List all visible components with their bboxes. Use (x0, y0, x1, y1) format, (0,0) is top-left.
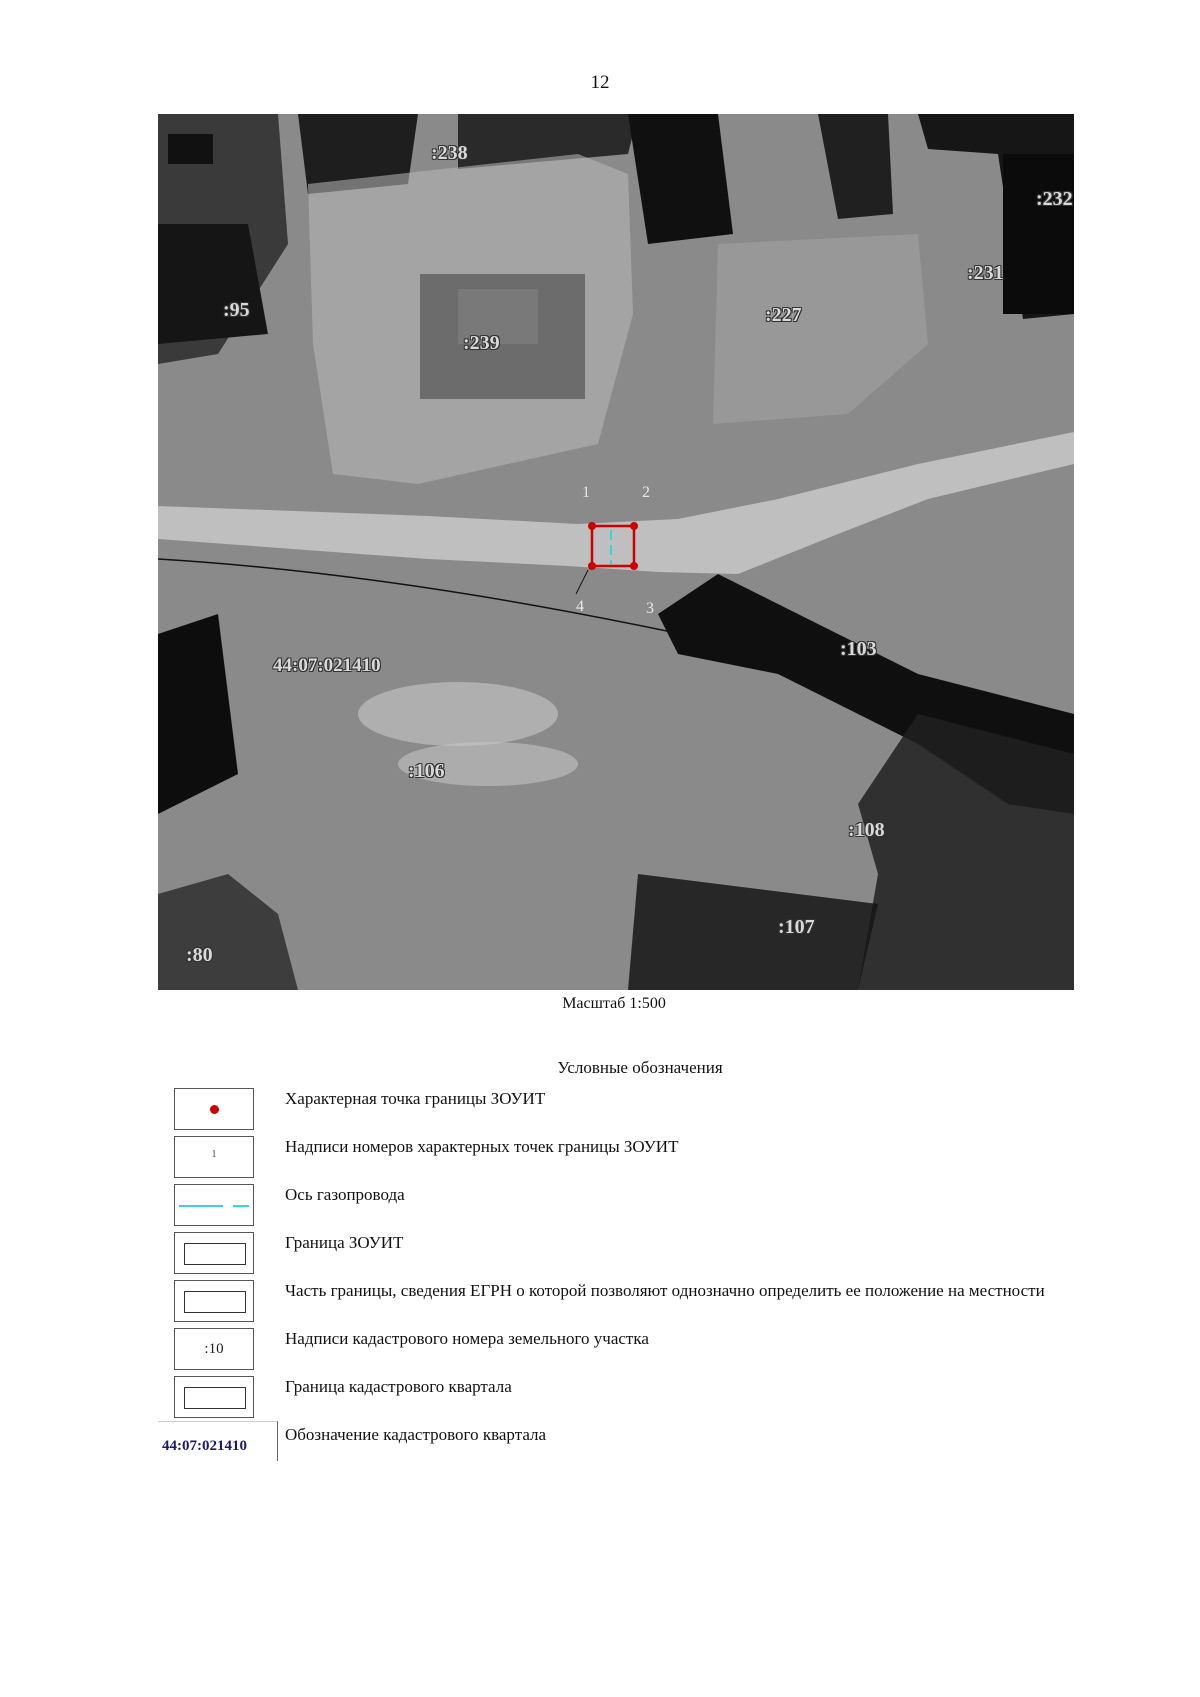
legend-symbol-point (174, 1088, 254, 1130)
legend-item-text: Надписи номеров характерных точек границы ЗОУИТ (285, 1137, 679, 1156)
point-number: 3 (646, 600, 654, 617)
legend-symbol-gas-axis (174, 1184, 254, 1226)
legend-title: Условные обозначения (557, 1058, 723, 1077)
legend-item-text: Ось газопровода (285, 1185, 405, 1204)
parcel-label: :80 (186, 944, 213, 966)
rectangle-icon (184, 1291, 246, 1313)
cadastral-quarter-label: 44:07:021410 (273, 655, 381, 676)
point-number: 4 (576, 598, 584, 615)
dash-line-icon (179, 1205, 223, 1207)
parcel-label: :107 (778, 916, 815, 938)
legend-sample: 44:07:021410 (162, 1438, 247, 1454)
legend-symbol-cadastral-number (174, 1328, 254, 1370)
legend-item-text: Граница кадастрового квартала (285, 1377, 512, 1396)
parcel-label: :232 (1036, 188, 1073, 210)
rectangle-icon (184, 1387, 246, 1409)
red-dot-icon (210, 1105, 219, 1114)
parcel-label: :103 (840, 638, 877, 660)
rectangle-icon (184, 1243, 246, 1265)
parcel-label: :239 (463, 332, 500, 354)
legend-item-text: Часть границы, сведения ЕГРН о которой позволяют однозначно определить ее положение на местности (285, 1281, 1045, 1300)
parcel-label: :238 (431, 142, 468, 164)
page-number: 12 (590, 72, 610, 93)
point-number: 1 (582, 484, 590, 501)
legend-symbol-quarter (158, 1421, 278, 1461)
legend-symbol-boundary-part (174, 1280, 254, 1322)
aerial-image (158, 114, 1074, 990)
dash-line-icon (233, 1205, 249, 1207)
cadastral-map[interactable] (158, 114, 1074, 990)
point-number: 2 (642, 484, 650, 501)
legend-sample: 1 (211, 1149, 217, 1160)
parcel-label: :227 (765, 304, 802, 326)
legend-sample: :10 (204, 1341, 224, 1357)
legend-symbol-point-number (174, 1136, 254, 1178)
legend-symbol-quarter-boundary (174, 1376, 254, 1418)
legend-symbol-zouit-boundary (174, 1232, 254, 1274)
legend-item-text: Характерная точка границы ЗОУИТ (285, 1089, 546, 1108)
parcel-label: :108 (848, 819, 885, 841)
map-scale: Масштаб 1:500 (562, 995, 666, 1012)
parcel-label: :95 (223, 299, 250, 321)
legend-item-text: Надписи кадастрового номера земельного участка (285, 1329, 649, 1348)
parcel-label: :106 (408, 760, 445, 782)
legend-item-text: Граница ЗОУИТ (285, 1233, 404, 1252)
legend-item-text: Обозначение кадастрового квартала (285, 1425, 547, 1444)
parcel-label: :231 (967, 262, 1004, 284)
